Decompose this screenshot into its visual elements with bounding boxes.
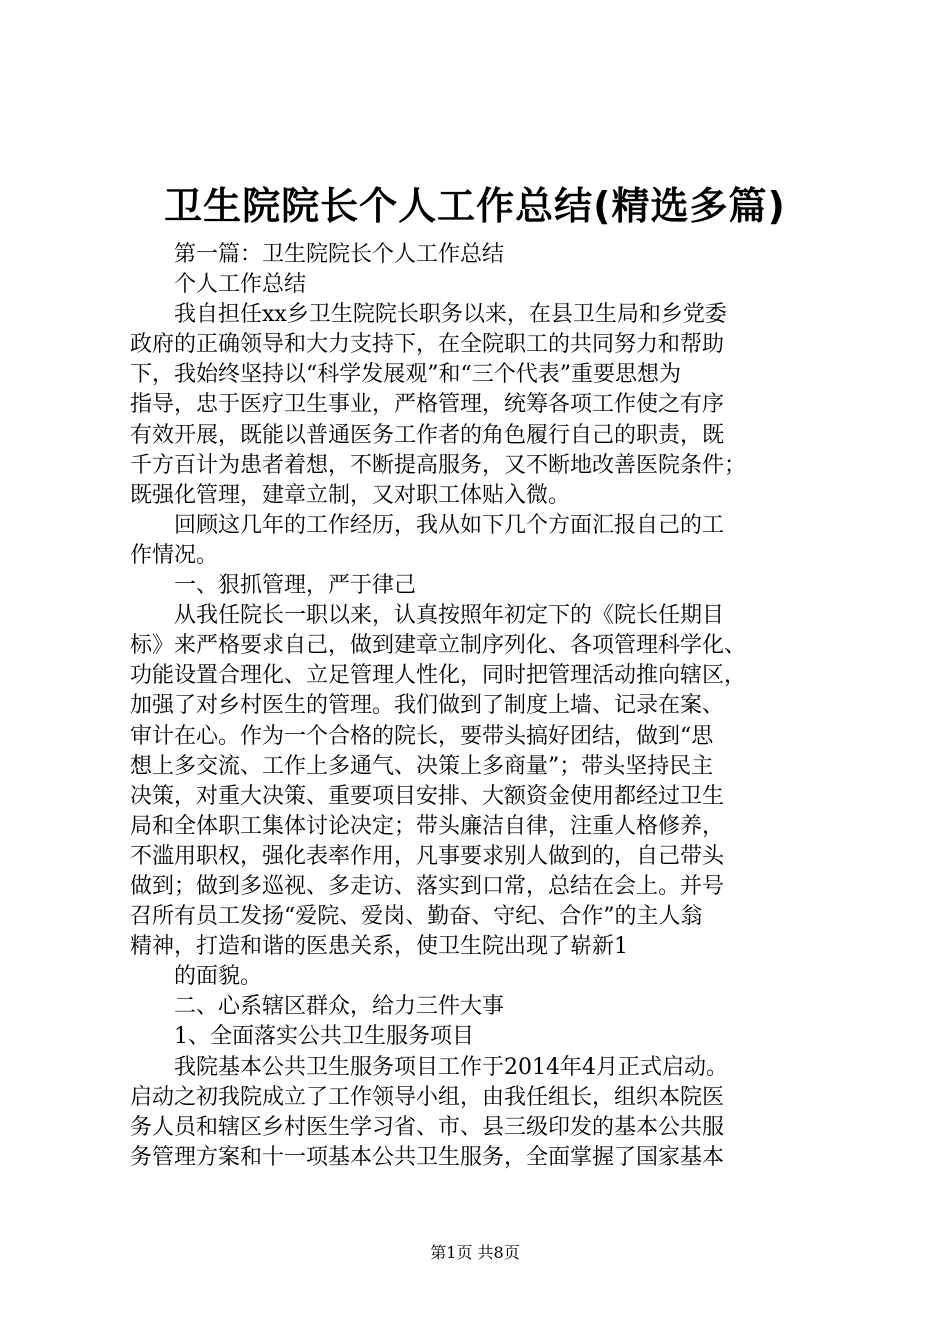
text-line: 1、全面落实公共卫生服务项目 xyxy=(174,1024,474,1050)
text-line: 千方百计为患者着想，不断提高服务，又不断地改善医院条件； xyxy=(130,452,747,478)
text-line: 个人工作总结 xyxy=(174,272,307,298)
text-line: 启动之初我院成立了工作领导小组，由我任组长，组织本院医 xyxy=(130,1084,725,1110)
text-line: 指导，忠于医疗卫生事业，严格管理，统筹各项工作使之有序 xyxy=(130,392,725,418)
text-line: 局和全体职工集体讨论决定；带头廉洁自律，注重人格修养， xyxy=(130,813,725,839)
text-line: 第一篇：卫生院院长个人工作总结 xyxy=(174,242,505,267)
text-line: 审计在心。作为一个合格的院长，要带头搞好团结，做到“思 xyxy=(130,723,714,749)
text-line: 二、心系辖区群众，给力三件大事 xyxy=(174,994,505,1020)
document-body xyxy=(130,240,830,1173)
text-line: 从我任院长一职以来，认真按照年初定下的《院长任期目 xyxy=(174,603,725,629)
text-line: 务管理方案和十一项基本公共卫生服务，全面掌握了国家基本 xyxy=(130,1144,725,1170)
text-line: 政府的正确领导和大力支持下，在全院职工的共同努力和帮助 xyxy=(130,332,725,358)
text-line: 务人员和辖区乡村医生学习省、市、县三级印发的基本公共服 xyxy=(130,1114,725,1140)
text-line: 的面貌。 xyxy=(174,964,263,990)
text-line: 功能设置合理化、立足管理人性化，同时把管理活动推向辖区， xyxy=(130,663,747,689)
text-line: 我自担任xx乡卫生院院长职务以来，在县卫生局和乡党委 xyxy=(174,302,727,328)
text-line: 决策，对重大决策、重要项目安排、大额资金使用都经过卫生 xyxy=(130,783,725,809)
text-line: 下，我始终坚持以“科学发展观”和“三个代表”重要思想为 xyxy=(130,362,681,388)
text-line: 做到；做到多巡视、多走访、落实到口常，总结在会上。并号 xyxy=(130,873,725,899)
text-line: 一、狠抓管理，严于律己 xyxy=(174,573,417,599)
text-line: 既强化管理，建章立制，又对职工体贴入微。 xyxy=(130,482,571,508)
text-line: 加强了对乡村医生的管理。我们做到了制度上墙、记录在案、 xyxy=(130,693,725,719)
page-footer: 第1页 共8页 xyxy=(430,1243,520,1262)
text-line: 想上多交流、工作上多通气、决策上多商量”；带头坚持民主 xyxy=(130,753,714,779)
text-line: 召所有员工发扬“爱院、爱岗、勤奋、守纪、合作”的主人翁 xyxy=(130,904,703,930)
text-line: 作情况。 xyxy=(130,542,219,568)
text-line: 有效开展，既能以普通医务工作者的角色履行自己的职责，既 xyxy=(130,422,725,448)
text-line: 不滥用职权，强化表率作用，凡事要求别人做到的，自己带头 xyxy=(130,843,725,869)
text-line: 标》来严格要求自己，做到建章立制序列化、各项管理科学化、 xyxy=(130,633,747,659)
text-line: 精神，打造和谐的医患关系，使卫生院出现了崭新1 xyxy=(130,934,628,960)
text-line: 回顾这几年的工作经历，我从如下几个方面汇报自己的工 xyxy=(174,512,725,538)
text-line: 我院基本公共卫生服务项目工作于2014年4月正式启动。 xyxy=(174,1054,728,1080)
document-title: 卫生院院长个人工作总结(精选多篇) xyxy=(164,184,786,228)
